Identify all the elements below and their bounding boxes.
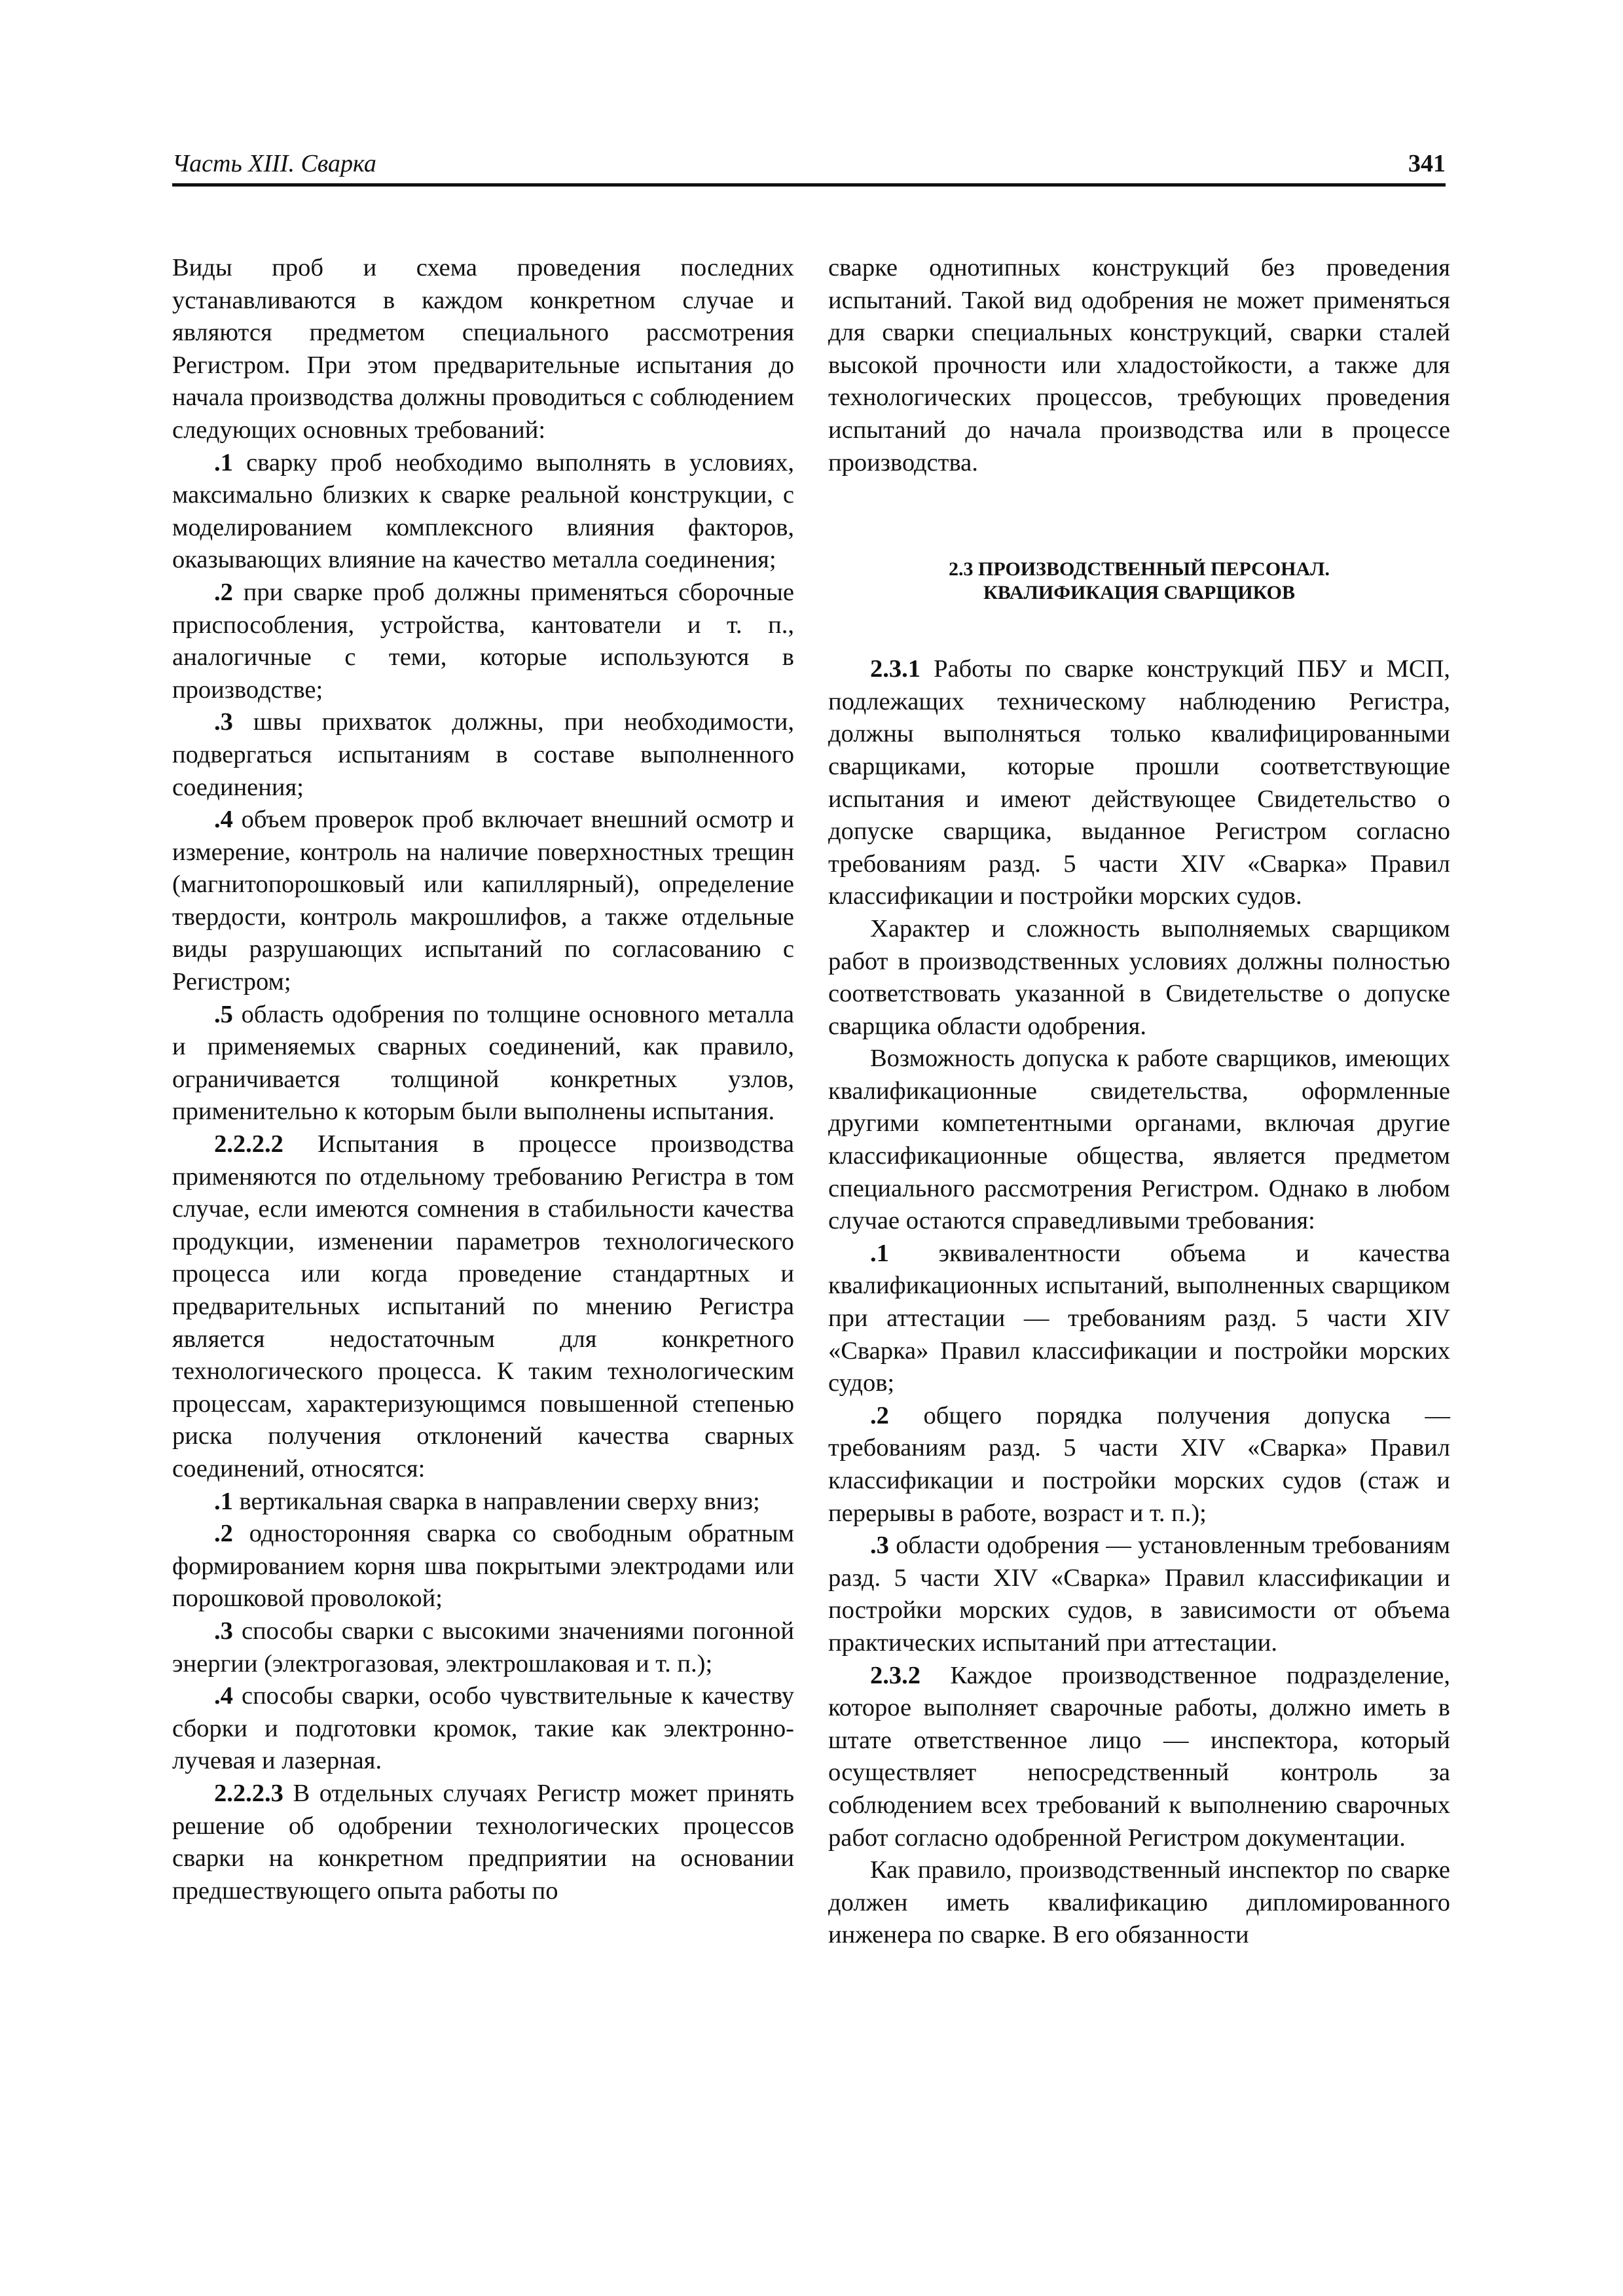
list-item [828,1238,1450,1400]
section-text: Работы по сварке конструкций ПБУ и МСП, подлежащих техническому наблюдению Регистра, должны выполняться только квалифицированными сварщиками, которые прошли соответствующие испытания и имеют действующее Свидетельство о допуске сварщика, выданное Регистром согласно требованиям разд. 5 части XIV «Сварка» Правил классификации и постройки морских судов. [828,655,1450,910]
item-text: швы прихваток должны, при необходимости, подвергаться испытаниям в составе выполненного соединения; [172,708,794,801]
item-text: объем проверок проб включает внешний осмотр и измерение, контроль на наличие поверхностных трещин (магнитопорошковый или капиллярный), определение твердости, контроль макрошлифов, а также отдельные виды разрушающих испытаний по согласованию с Регистром; [172,806,794,996]
list-item [828,1400,1450,1530]
item-text: вертикальная сварка в направлении сверху вниз; [232,1487,760,1515]
item-text: область одобрения по толщине основного металла и применяемых сварных соединений, как правило, ограничивается толщиной конкретных узлов, применительно к которым были выполнены испытания. [172,1000,794,1126]
list-item [172,999,794,1128]
item-text: эквивалентности объема и качества квалификационных испытаний, выполненных сварщиком при аттестации — требованиям разд. 5 части XIV «Сварка» Правил классификации и постройки морских судов; [828,1239,1450,1397]
page-number: 341 [1408,150,1446,177]
section-number: 2.3.1 [870,655,921,683]
item-text: способы сварки с высокими значениями погонной энергии (электрогазовая, электрошлаковая и т. п.); [172,1617,794,1677]
paragraph: сварке однотипных конструкций без проведения испытаний. Такой вид одобрения не может применяться для сварки специальных конструкций, сварки сталей высокой прочности или хладостойкости, а также для технологических процессов, требующих проведения испытаний до начала производства или в процессе производства. [828,254,1450,476]
list-item [172,706,794,804]
paragraph: Виды проб и схема проведения последних устанавливаются в каждом конкретном случае и являются предметом специального рассмотрения Регистром. При этом предварительные испытания до начала производства должны проводиться с соблюдением следующих основных требований: [172,254,794,444]
item-number: .3 [870,1532,889,1560]
paragraph: Как правило, производственный инспектор по сварке должен иметь квалификацию дипломированного инженера по сварке. В его обязанности [828,1856,1450,1949]
paragraph: Возможность допуска к работе сварщиков, имеющих квалификационные свидетельства, оформленные другими компетентными органами, включая другие классификационные общества, является предметом специального рассмотрения Регистром. Однако в любом случае остаются справедливыми требования: [828,1045,1450,1235]
item-number: .4 [214,806,233,834]
item-number: .1 [870,1239,889,1267]
list-item [172,804,794,999]
section-number: 2.3.2 [870,1661,921,1689]
right-column [828,252,1450,1952]
item-text: односторонняя сварка со свободным обратным формированием корня шва покрытыми электродами или порошковой проволокой; [172,1520,794,1613]
heading-line: КВАЛИФИКАЦИЯ СВАРЩИКОВ [983,582,1295,604]
running-title: Часть XIII. Сварка [172,150,376,177]
section-heading [828,558,1450,605]
item-text: общего порядка получения допуска — требованиям разд. 5 части XIV «Сварка» Правил классификации и постройки морских судов (стаж и перерывы в работе, возраст и т. п.); [828,1401,1450,1527]
item-number: .2 [870,1401,889,1429]
section-text: Испытания в процессе производства применяются по отдельному требованию Регистра в том случае, если имеются сомнения в стабильности качества продукции, изменении параметров технологического процесса или когда проведение стандартных и предварительных испытаний по мнению Регистра является недостаточным для конкретного технологического процесса. К таким технологическим процессам, характеризующимся повышенной степенью риска получения отклонений качества сварных соединений, относятся: [172,1130,794,1482]
section-paragraph [828,1660,1450,1855]
page-header [172,145,1446,187]
item-number: .2 [214,1520,233,1548]
item-number: .3 [214,708,233,736]
list-item [172,1486,794,1518]
item-number: .3 [214,1617,233,1645]
list-item [172,1615,794,1680]
item-number: .5 [214,1000,233,1028]
section-number: 2.2.2.3 [214,1779,283,1807]
section-paragraph [172,1128,794,1486]
paragraph: Характер и сложность выполняемых сварщиком работ в производственных условиях должны полностью соответствовать указанной в Свидетельстве о допуске сварщика области одобрения. [828,914,1450,1040]
item-number: .2 [214,578,233,606]
list-item [172,447,794,577]
list-item [172,1680,794,1778]
left-column [172,252,794,1907]
item-text: при сварке проб должны применяться сборочные приспособления, устройства, кантователи и т. п., аналогичные с теми, которые используются в производстве; [172,578,794,704]
list-item [172,1518,794,1615]
item-number: .1 [214,1487,233,1515]
section-paragraph [828,653,1450,913]
section-text: В отдельных случаях Регистр может принять решение об одобрении технологических процессов сварки на конкретном предприятии на основании предшествующего опыта работы по [172,1779,794,1905]
item-text: способы сварки, особо чувствительные к качеству сборки и подготовки кромок, такие как электронно-лучевая и лазерная. [172,1682,794,1775]
item-number: .1 [214,448,233,476]
list-item [828,1530,1450,1659]
section-number: 2.2.2.2 [214,1130,283,1158]
section-paragraph [172,1778,794,1907]
item-text: сварку проб необходимо выполнять в условиях, максимально близких к сварке реальной конструкции, с моделированием комплексного влияния факторов, оказывающих влияние на качество металла соединения; [172,448,794,574]
heading-line: 2.3 ПРОИЗВОДСТВЕННЫЙ ПЕРСОНАЛ. [948,558,1330,581]
item-text: области одобрения — установленным требованиям разд. 5 части XIV «Сварка» Правил классификации и постройки морских судов, в зависимости от объема практических испытаний при аттестации. [828,1532,1450,1657]
section-text: Каждое производственное подразделение, которое выполняет сварочные работы, должно иметь в штате ответственное лицо — инспектора, который осуществляет непосредственный контроль за соблюдением всех требований к выполнению сварочных работ согласно одобренной Регистром документации. [828,1661,1450,1852]
list-item [172,577,794,706]
item-number: .4 [214,1682,233,1710]
